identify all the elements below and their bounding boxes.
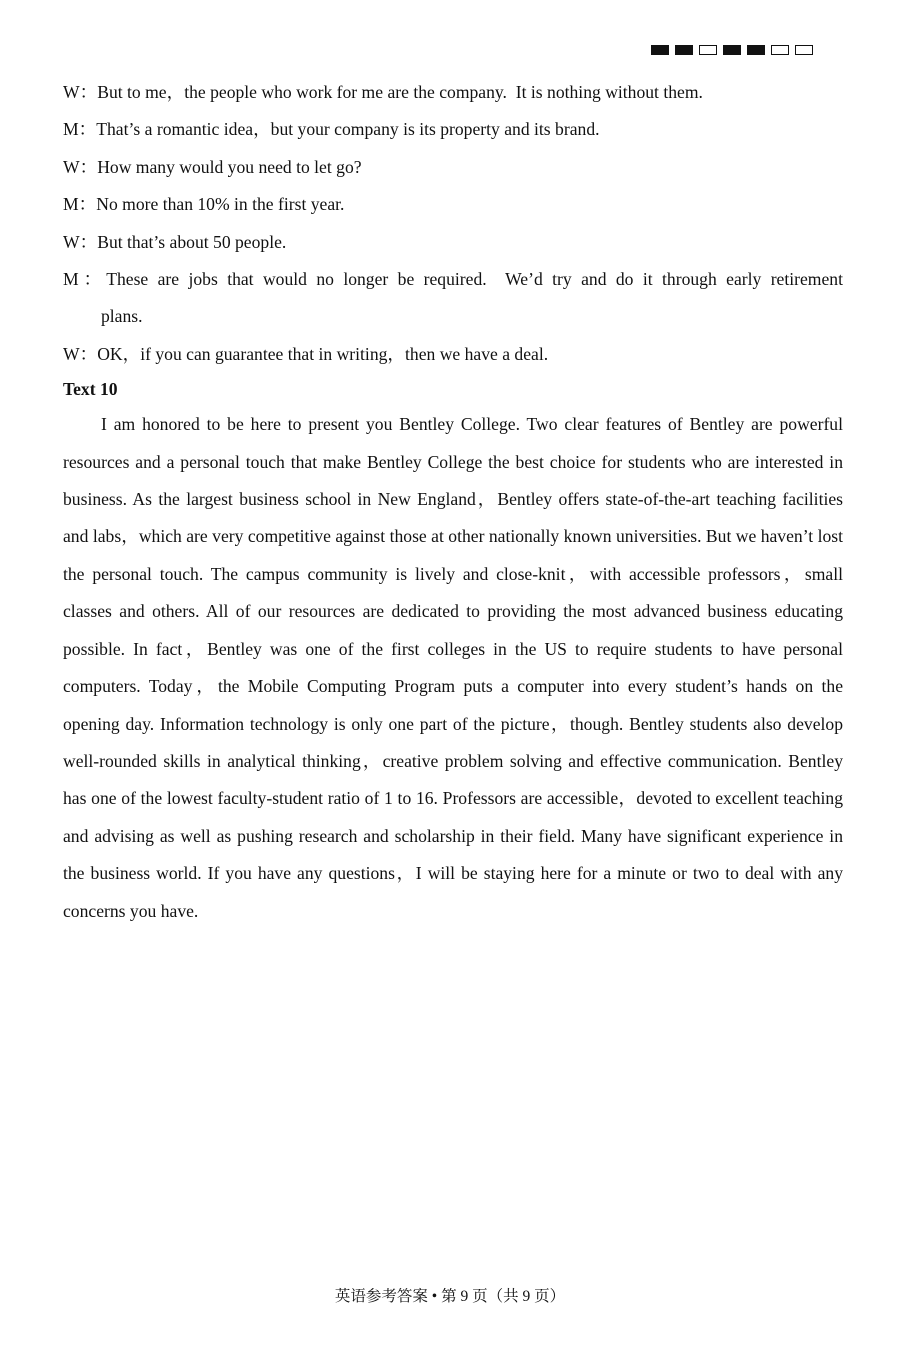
header-mark-filled xyxy=(747,45,765,55)
dialogue-line xyxy=(63,336,843,373)
speaker-label: W： xyxy=(63,82,98,102)
speaker-label: W： xyxy=(63,231,98,252)
page-header-marks xyxy=(651,45,843,57)
dialogue-line xyxy=(63,74,843,111)
speaker-label: W： xyxy=(63,343,98,364)
dialogue-text: These are jobs that would no longer be required. We’d try and do it through early retirement xyxy=(106,269,843,290)
header-mark-empty xyxy=(795,45,813,55)
speaker-label: M： xyxy=(63,119,97,140)
speaker-label: M： xyxy=(63,194,97,215)
speaker-label: M： xyxy=(63,269,107,290)
dialogue-continuation: plans. xyxy=(101,306,143,327)
dialogue-text: But to me，the people who work for me are the company. It is nothing without them. xyxy=(97,82,703,102)
page-footer: 英语参考答案 • 第 9 页（共 9 页） xyxy=(334,1288,566,1305)
speaker-label: W： xyxy=(63,156,98,177)
dialogue-line xyxy=(63,111,843,148)
header-mark-empty xyxy=(699,45,717,55)
dialogue-text: No more than 10% in the first year. xyxy=(96,194,345,215)
dialogue-text: But that’s about 50 people. xyxy=(97,231,287,252)
dialogue-line xyxy=(63,149,843,186)
dialogue-line xyxy=(63,261,843,298)
document-body xyxy=(63,74,843,930)
dialogue-text: OK，if you can guarantee that in writing，then we have a deal. xyxy=(97,343,549,364)
dialogue-text: That’s a romantic idea，but your company is its property and its brand. xyxy=(96,119,600,140)
header-mark-filled xyxy=(651,45,669,55)
dialogue-line xyxy=(63,186,843,223)
header-mark-filled xyxy=(675,45,693,55)
header-mark-filled xyxy=(723,45,741,55)
section-title: Text 10 xyxy=(63,379,118,400)
passage-paragraph: I am honored to be here to present you Bentley College. Two clear features of Bentley are powerful resources and a personal touch that make Bentley College the best choice for students who are interested in business. As the largest business school in New England，Bentley offers state-of-the-art teaching facilities and labs，which are very competitive against those at other nationally known universities. But we haven’t lost the personal touch. The campus community is lively and close-knit，with accessible professors，small classes and others. All of our resources are dedicated to providing the most advanced business educating possible. In fact，Bentley was one of the first colleges in the US to require students to have personal computers. Today，the Mobile Computing Program puts a computer into every student’s hands on the opening day. Information technology is only one part of the picture，though. Bentley students also develop well-rounded skills in analytical thinking，creative problem solving and effective communication. Bentley has one of the lowest faculty-student ratio of 1 to 16. Professors are accessible，devoted to excellent teaching and advising as well as pushing research and scholarship in their field. Many have significant experience in the business world. If you have any questions，I will be staying here for a minute or two to deal with any concerns you have. xyxy=(63,414,843,921)
dialogue-line xyxy=(63,224,843,261)
dialogue-text: How many would you need to let go? xyxy=(97,156,362,177)
header-mark-empty xyxy=(771,45,789,55)
